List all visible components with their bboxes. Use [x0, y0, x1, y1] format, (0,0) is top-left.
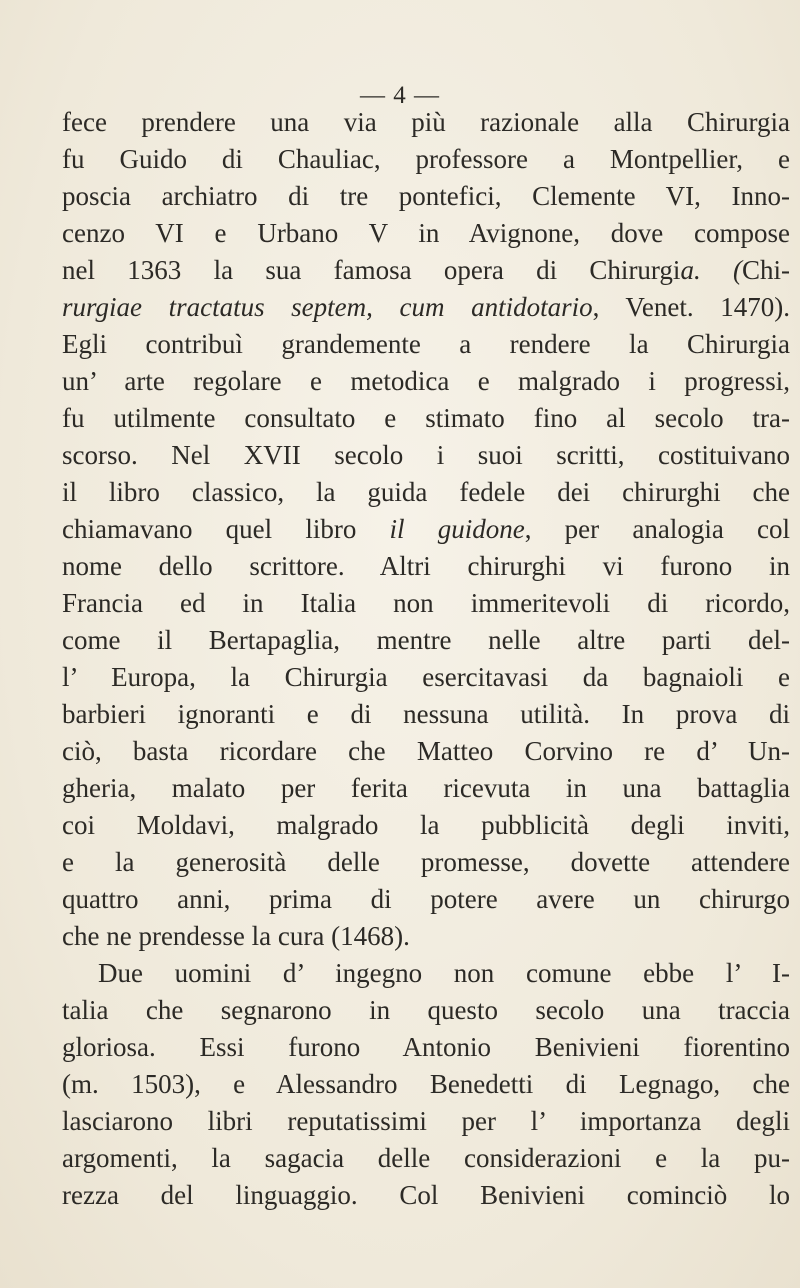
text-line: barbieri ignoranti e di nessuna utilità. In prova di — [62, 699, 790, 729]
text-line: Francia ed in Italia non immeritevoli di ricordo, — [62, 588, 790, 618]
text-line: rezza del linguaggio. Col Benivieni cominciò lo — [62, 1180, 790, 1210]
text-line: argomenti, la sagacia delle considerazioni e la pu- — [62, 1143, 790, 1173]
text-line: quattro anni, prima di potere avere un chirurgo — [62, 884, 790, 914]
text-line: Egli contribuì grandemente a rendere la Chirurgia — [62, 329, 790, 359]
text-line: talia che segnarono in questo secolo una traccia — [62, 995, 790, 1025]
page-number: — 4 — — [360, 82, 440, 109]
text-line: l’ Europa, la Chirurgia esercitavasi da bagnaioli e — [62, 662, 790, 692]
text-line: rurgiae tractatus septem, cum antidotario, Venet. 1470). — [62, 292, 790, 322]
text-line: coi Moldavi, malgrado la pubblicità degli inviti, — [62, 810, 790, 840]
body-text — [62, 104, 790, 1214]
text-line: il libro classico, la guida fedele dei chirurghi che — [62, 477, 790, 507]
text-line: scorso. Nel XVII secolo i suoi scritti, costituivano — [62, 440, 790, 470]
text-line: fu utilmente consultato e stimato fino al secolo tra- — [62, 403, 790, 433]
text-line: fu Guido di Chauliac, professore a Montpellier, e — [62, 144, 790, 174]
text-line: e la generosità delle promesse, dovette attendere — [62, 847, 790, 877]
text-line: cenzo VI e Urbano V in Avignone, dove compose — [62, 218, 790, 248]
text-line: che ne prendesse la cura (1468). — [62, 921, 410, 951]
text-line: fece prendere una via più razionale alla Chirurgia — [62, 107, 790, 137]
text-line: lasciarono libri reputatissimi per l’ importanza degli — [62, 1106, 790, 1136]
text-line: poscia archiatro di tre pontefici, Clemente VI, Inno- — [62, 181, 790, 211]
text-line: un’ arte regolare e metodica e malgrado i progressi, — [62, 366, 790, 396]
text-line: gloriosa. Essi furono Antonio Benivieni fiorentino — [62, 1032, 790, 1062]
italic-title: rurgiae tractatus septem, cum antidotario — [62, 292, 593, 322]
text-line: gheria, malato per ferita ricevuta in una battaglia — [62, 773, 790, 803]
text-line: nome dello scrittore. Altri chirurghi vi furono in — [62, 551, 790, 581]
text-line: nel 1363 la sua famosa opera di Chirurgia. (Chi- — [62, 255, 790, 285]
text-line: come il Bertapaglia, mentre nelle altre parti del- — [62, 625, 790, 655]
text-line: ciò, basta ricordare che Matteo Corvino re d’ Un- — [62, 736, 790, 766]
text-line: (m. 1503), e Alessandro Benedetti di Legnago, che — [62, 1069, 790, 1099]
italic-title: a. ( — [680, 255, 742, 285]
text-line: chiamavano quel libro il guidone, per analogia col — [62, 514, 790, 544]
italic-title: il guidone — [389, 514, 525, 544]
text-line: Due uomini d’ ingegno non comune ebbe l’ I- — [98, 958, 790, 988]
